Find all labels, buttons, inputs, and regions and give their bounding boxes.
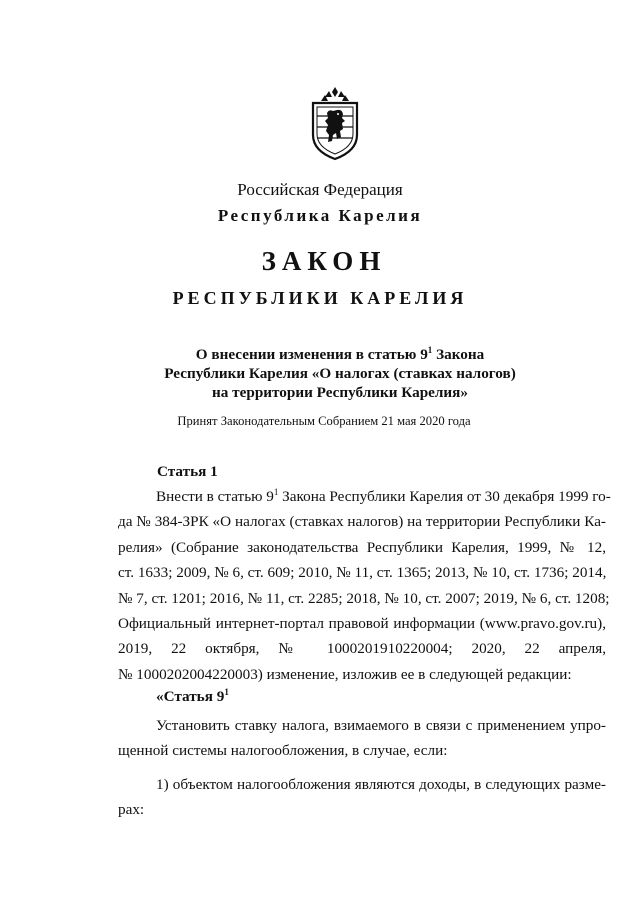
article-9-1-paragraph-2 (118, 772, 606, 823)
article-9-1-heading: «Статья $9^1$ (156, 686, 229, 705)
law-title (120, 345, 560, 402)
adoption-note: Принят Законодательным Собранием 21 мая 2020 года (177, 414, 471, 428)
law-title-line-2: Республики Карелия «О налогах (ставках налогов) (164, 365, 516, 382)
law-title-line-3: на территории Республики Карелия» (212, 384, 468, 401)
article-9-1-paragraph-1 (118, 713, 606, 764)
document-issuer: РЕСПУБЛИКИ КАРЕЛИЯ (172, 288, 468, 308)
text-line: № 7, ст. 1201; 2016, № 11, ст. 2285; 2018, № 10, ст. 2007; 2019, № 6, ст. 1208; (118, 589, 610, 607)
text-line: 1) объектом налогообложения являются доходы, в следующих разме- (156, 776, 606, 793)
text-line: релия» (Собрание законодательства Республики Карелия, 1999, № 12, (118, 538, 606, 556)
text-line: щенной системы налогообложения, в случае, если: (118, 742, 448, 760)
country-name: Российская Федерация (237, 180, 403, 199)
law-title-line-1: О внесении изменения в статью $9^1$ Закона (195, 344, 485, 363)
text-line: рах: (118, 801, 145, 819)
text-line: 2019, 22 октября, № 1000201910220004; 2020, 22 апреля, (118, 640, 606, 658)
text-line: Официальный интернет-портал правовой информации (www.pravo.gov.ru), (118, 614, 606, 632)
text-line: Установить ставку налога, взимаемого в связи с применением упро- (156, 717, 606, 734)
article-1-text (118, 484, 611, 687)
text-line: № 1000202004220003) изменение, изложив ее в следующей редакции: (118, 665, 572, 683)
text-line: Внести в статью $9^1$ Закона Республики Карелия от 30 декабря 1999 го- (156, 486, 611, 505)
republic-name: Республика Карелия (217, 206, 423, 225)
text-line: да № 384-ЗРК «О налогах (ставках налогов) на территории Республики Ка- (118, 513, 606, 531)
article-1-heading: Статья 1 (157, 463, 218, 480)
karelia-coat-of-arms-icon (307, 85, 363, 161)
text-line: ст. 1633; 2009, № 6, ст. 609; 2010, № 11, ст. 1365; 2013, № 10, ст. 1736; 2014, (118, 564, 607, 582)
document-type: ЗАКОН (261, 246, 387, 276)
